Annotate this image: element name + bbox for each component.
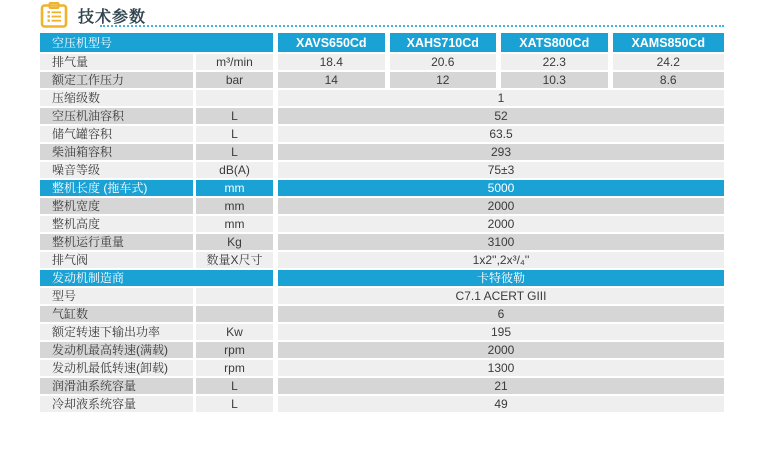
spec-row [40, 252, 724, 270]
spec-row [40, 378, 724, 396]
spec-value: C7.1 ACERT GIII [278, 288, 724, 306]
model-column-header: 空压机型号 [40, 33, 278, 54]
spec-value: 1300 [278, 360, 724, 378]
spec-label: 整机高度 [40, 216, 196, 234]
spec-unit: L [196, 126, 278, 144]
spec-row [40, 288, 724, 306]
spec-value: 49 [278, 396, 724, 414]
spec-unit: Kg [196, 234, 278, 252]
page-title: 技术参数 [78, 8, 147, 26]
spec-row [40, 90, 724, 108]
spec-label: 额定工作压力 [40, 72, 196, 90]
spec-unit [196, 306, 278, 324]
spec-value: 5000 [278, 180, 724, 198]
spec-value: 2000 [278, 342, 724, 360]
spec-label: 压缩级数 [40, 90, 196, 108]
spec-row [40, 162, 724, 180]
spec-value: 293 [278, 144, 724, 162]
spec-value: 12 [390, 72, 502, 90]
spec-value: 8.6 [613, 72, 725, 90]
spec-value: 6 [278, 306, 724, 324]
spec-unit: Kw [196, 324, 278, 342]
spec-label: 排气量 [40, 54, 196, 72]
spec-value: 卡特彼勒 [278, 270, 724, 288]
spec-unit: rpm [196, 342, 278, 360]
spec-row [40, 198, 724, 216]
spec-value: 10.3 [501, 72, 613, 90]
spec-value: 22.3 [501, 54, 613, 72]
spec-value: 195 [278, 324, 724, 342]
spec-label: 噪音等级 [40, 162, 196, 180]
spec-unit: bar [196, 72, 278, 90]
spec-label: 排气阀 [40, 252, 196, 270]
spec-value: 1 [278, 90, 724, 108]
spec-value: 20.6 [390, 54, 502, 72]
spec-value: 52 [278, 108, 724, 126]
spec-row [40, 396, 724, 414]
spec-label: 发动机最高转速(满载) [40, 342, 196, 360]
spec-row [40, 306, 724, 324]
spec-value: 75±3 [278, 162, 724, 180]
spec-row [40, 180, 724, 198]
spec-row [40, 216, 724, 234]
spec-label: 整机宽度 [40, 198, 196, 216]
model-name: XAMS850Cd [613, 33, 725, 54]
spec-unit: mm [196, 198, 278, 216]
spec-unit [196, 90, 278, 108]
spec-table [40, 33, 724, 414]
spec-row [40, 234, 724, 252]
spec-label: 储气罐容积 [40, 126, 196, 144]
spec-label: 冷却液系统容量 [40, 396, 196, 414]
spec-unit: L [196, 378, 278, 396]
spec-label: 型号 [40, 288, 196, 306]
spec-row [40, 324, 724, 342]
model-name: XAVS650Cd [278, 33, 390, 54]
spec-unit: L [196, 396, 278, 414]
spec-unit: mm [196, 216, 278, 234]
spec-table-body [40, 54, 724, 414]
spec-value: 3100 [278, 234, 724, 252]
spec-value: 2000 [278, 216, 724, 234]
spec-unit: m³/min [196, 54, 278, 72]
spec-unit: L [196, 108, 278, 126]
model-name: XAHS710Cd [390, 33, 502, 54]
spec-unit [196, 288, 278, 306]
table-header-row [40, 33, 724, 54]
spec-unit: rpm [196, 360, 278, 378]
spec-unit: 数量X尺寸 [196, 252, 278, 270]
spec-row [40, 270, 724, 288]
spec-label: 气缸数 [40, 306, 196, 324]
spec-label: 空压机油容积 [40, 108, 196, 126]
spec-value: 1x2'',2x³/₄'' [278, 252, 724, 270]
spec-row [40, 72, 724, 90]
spec-value: 18.4 [278, 54, 390, 72]
spec-row [40, 54, 724, 72]
spec-label: 整机长度 (拖车式) [40, 180, 196, 198]
dotted-divider [100, 25, 724, 27]
spec-unit: dB(A) [196, 162, 278, 180]
spec-row [40, 126, 724, 144]
spec-value: 63.5 [278, 126, 724, 144]
spec-label: 柴油箱容积 [40, 144, 196, 162]
spec-row [40, 144, 724, 162]
model-name: XATS800Cd [501, 33, 613, 54]
spec-unit: mm [196, 180, 278, 198]
spec-label: 额定转速下输出功率 [40, 324, 196, 342]
spec-value: 2000 [278, 198, 724, 216]
spec-row [40, 108, 724, 126]
page-header [40, 2, 146, 28]
spec-row [40, 360, 724, 378]
spec-value: 24.2 [613, 54, 725, 72]
spec-label: 整机运行重量 [40, 234, 196, 252]
spec-unit: L [196, 144, 278, 162]
spec-label: 发动机制造商 [40, 270, 278, 288]
clipboard-icon [40, 2, 68, 28]
spec-value: 14 [278, 72, 390, 90]
spec-row [40, 342, 724, 360]
spec-label: 润滑油系统容量 [40, 378, 196, 396]
spec-label: 发动机最低转速(卸载) [40, 360, 196, 378]
spec-value: 21 [278, 378, 724, 396]
